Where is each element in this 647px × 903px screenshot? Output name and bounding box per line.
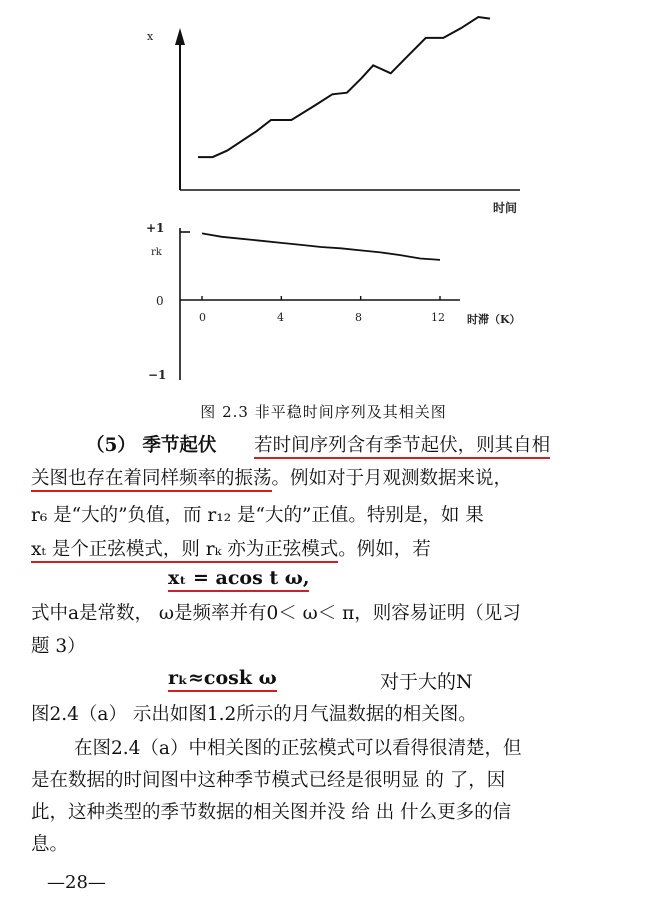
figure-2-3	[0, 0, 647, 400]
x-tick-label-4: 4	[277, 311, 284, 324]
equation-1	[168, 567, 309, 589]
para1-line4	[31, 537, 431, 563]
para1-line3: r₆ 是“大的”负值，而 r₁₂ 是“大的”正值。特别是，如 果	[31, 505, 484, 526]
section-heading: （5） 季节起伏	[86, 435, 217, 456]
para1-line4-underlined: xₜ 是个正弦模式，则 rₖ 亦为正弦模式	[31, 539, 338, 563]
bottom-y-tick-bottom-label: −1	[148, 368, 167, 382]
equation-2-note: 对于大的N	[380, 671, 473, 693]
x-tick-label-8: 8	[355, 311, 362, 324]
page-number: —28—	[47, 872, 106, 893]
para1-line2	[31, 466, 512, 492]
equation-1-text: xₜ = acos t ω,	[168, 567, 309, 592]
para1-line4-rest: 。例如，若	[338, 539, 431, 560]
para1-line1	[86, 433, 550, 459]
bottom-x-label: 时滞（K）	[467, 313, 521, 326]
para1-line2-rest: 。例如对于月观测数据来说，	[271, 468, 513, 489]
para4-line2: 是在数据的时间图中这种季节模式已经是很明显 的 了，因	[31, 770, 506, 791]
top-series-line	[198, 17, 490, 157]
para4-line4: 息。	[31, 834, 69, 855]
figure-caption: 图 2.3 非平稳时间序列及其相关图	[200, 403, 447, 421]
bottom-y-tick-top-label: +1	[146, 221, 165, 235]
bottom-series-line	[202, 233, 440, 260]
para2-line1: 式中a是常数， ω是频率并有0＜ ω＜ π，则容易证明（见习	[31, 603, 521, 624]
x-tick-label-0: 0	[199, 311, 206, 324]
bottom-y-tick-zero-label: 0	[156, 294, 164, 308]
equation-2	[168, 667, 277, 689]
top-y-arrow	[175, 28, 185, 45]
top-y-label: x	[147, 30, 154, 43]
bottom-y-label: rk	[151, 247, 162, 258]
top-x-label: 时间	[493, 201, 518, 215]
para3-line1: 图2.4（a） 示出如图1.2所示的月气温数据的相关图。	[31, 704, 477, 725]
para1-line1-underlined: 若时间序列含有季节起伏，则其自相	[254, 435, 550, 459]
para4-line1: 在图2.4（a）中相关图的正弦模式可以看得很清楚，但	[74, 738, 522, 759]
equation-2-text: rₖ≈cosk ω	[168, 667, 277, 692]
para1-line2-underlined: 关图也存在着同样频率的振荡	[31, 468, 272, 492]
para4-line3: 此，这种类型的季节数据的相关图并没 给 出 什么更多的信	[31, 802, 512, 823]
para2-line2: 题 3）	[31, 636, 86, 657]
x-tick-label-12: 12	[431, 311, 445, 324]
figure-plot-area	[0, 0, 647, 400]
